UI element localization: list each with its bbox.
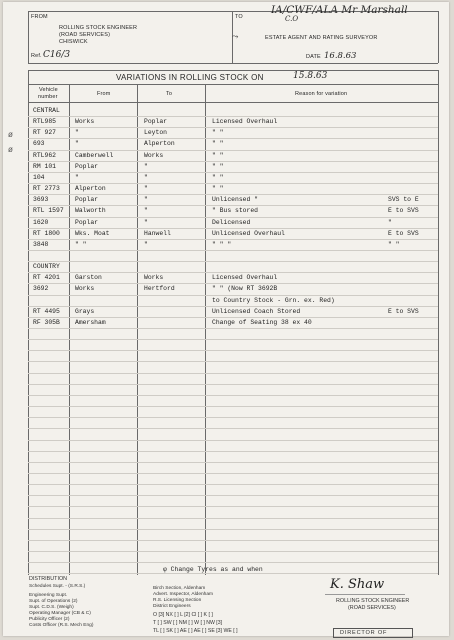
cell-vehicle: RF 305B	[33, 318, 60, 326]
ruled-line	[28, 272, 438, 273]
ruled-line	[28, 127, 438, 128]
ruled-line	[28, 384, 438, 385]
cell-reason: " "	[212, 140, 224, 148]
cell-from: "	[75, 173, 79, 181]
ruled-line	[28, 217, 438, 218]
cell-from: Wks. Moat	[75, 229, 110, 237]
cell-reason: " Bus stored	[212, 207, 259, 215]
cell-reason: " " (Now RT 3692B	[212, 285, 278, 293]
ruled-line	[28, 116, 438, 117]
cell-reason: Unlicensed Coach Stored	[212, 307, 301, 315]
to-handwritten-office: C.O	[285, 15, 299, 23]
ruled-line	[28, 417, 438, 418]
cell-reason: " "	[212, 151, 224, 159]
col-header-vehicle: Vehicle	[39, 87, 58, 93]
cell-to: "	[144, 185, 148, 193]
cell-reason: Change of Seating 38 ex 40	[212, 318, 312, 326]
cell-from: Grays	[75, 307, 95, 315]
distribution-label: DISTRIBUTION	[29, 576, 68, 582]
col-divider-to	[205, 84, 206, 575]
cell-reason: " "	[212, 185, 224, 193]
cell-to: "	[144, 240, 148, 248]
to-label: TO	[235, 14, 243, 20]
cell-from: Walworth	[75, 207, 106, 215]
ruled-line	[28, 172, 438, 173]
cell-reason: to Country Stock - Grn. ex. Red)	[212, 296, 335, 304]
cell-vehicle: 104	[33, 173, 45, 181]
tick-mark: ø	[8, 145, 13, 154]
col-header-from: From	[97, 91, 111, 97]
cell-reason: " "	[212, 129, 224, 137]
cell-to: "	[144, 218, 148, 226]
dist-mid-line: T [ ] SW [ ] NM [ ] W [ ] NW [3]	[153, 620, 223, 626]
cell-vehicle: RTL962	[33, 151, 57, 159]
ruled-line	[28, 317, 438, 318]
cell-vehicle: RT 1800	[33, 229, 60, 237]
ruled-line	[28, 150, 438, 151]
cell-to: "	[144, 162, 148, 170]
date-value: 16.8.63	[324, 51, 357, 61]
ruled-line	[28, 473, 438, 474]
ruled-line	[28, 239, 438, 240]
cell-note: "	[388, 218, 392, 226]
cell-vehicle: RM 101	[33, 162, 57, 170]
cell-from: "	[75, 129, 79, 137]
from-dept: (ROAD SERVICES)	[59, 32, 111, 38]
dist-mid-line: District Engineers	[153, 604, 191, 609]
ruled-line	[28, 395, 438, 396]
dist-left-line: Supt. of Operations (2)	[29, 599, 78, 604]
ruled-line	[28, 306, 438, 307]
ruled-line	[28, 562, 438, 563]
cell-from: Poplar	[75, 196, 99, 204]
col-divider-vehicle	[69, 84, 70, 575]
cell-from: Garston	[75, 274, 102, 282]
cell-vehicle: RT 2773	[33, 185, 60, 193]
ruled-line	[28, 462, 438, 463]
cell-to: "	[144, 207, 148, 215]
cell-vehicle: COUNTRY	[33, 263, 60, 271]
ruled-line	[28, 339, 438, 340]
tick-mark: ø	[8, 130, 13, 139]
cell-note: SVS to E	[388, 196, 419, 204]
cell-from: " "	[75, 240, 87, 248]
cell-reason: " "	[212, 173, 224, 181]
cell-reason: " "	[212, 162, 224, 170]
from-name: ROLLING STOCK ENGINEER	[59, 25, 138, 31]
cell-note: E to SVS	[388, 229, 419, 237]
ruled-line	[28, 529, 438, 530]
cell-vehicle: RT 4201	[33, 274, 60, 282]
cell-to: Leyton	[144, 129, 168, 137]
cell-from: Amersham	[75, 318, 106, 326]
cell-from: Poplar	[75, 162, 99, 170]
footnote: φ Change Tyres as and when	[163, 566, 263, 573]
dist-left-line: Costs Officer (R.S. Mech Eng)	[29, 623, 94, 628]
header-bottom-border	[28, 63, 438, 64]
table-top-border	[28, 84, 438, 85]
ruled-line	[28, 194, 438, 195]
cell-reason: Unlicensed "	[212, 196, 259, 204]
ruled-line	[28, 261, 438, 262]
ruled-line	[28, 161, 438, 162]
dist-left-line: Supt. C.D.S. (Weigh)	[29, 605, 74, 610]
cell-vehicle: 3692	[33, 285, 49, 293]
director-stamp	[333, 628, 413, 638]
dist-mid-line: Advert. Inspector, Aldenham	[153, 592, 213, 597]
ref-label: Ref.	[31, 53, 42, 59]
cell-from: Poplar	[75, 218, 99, 226]
from-label: FROM	[31, 14, 48, 20]
cell-vehicle: RT 4495	[33, 307, 60, 315]
cell-note: E to SVS	[388, 307, 419, 315]
cell-vehicle: 3848	[33, 240, 49, 248]
cell-reason: " " "	[212, 240, 232, 248]
ruled-line	[28, 495, 438, 496]
ruled-line	[28, 484, 438, 485]
ruled-line	[28, 138, 438, 139]
signature-dept: (ROAD SERVICES)	[348, 605, 396, 611]
cell-from: Alperton	[75, 185, 106, 193]
dist-left-line: Operating Manager (CB & C)	[29, 611, 91, 616]
form-title: VARIATIONS IN ROLLING STOCK ON	[116, 73, 264, 82]
cell-vehicle: RTL 1597	[33, 207, 64, 215]
cell-vehicle: RT 927	[33, 129, 57, 137]
ruled-line	[28, 506, 438, 507]
ref-value: C16/3	[43, 50, 71, 60]
form-title-date: 15.8.63	[293, 71, 328, 81]
dist-mid-line: Birch Section, Aldenham	[153, 586, 206, 591]
cell-to: Alperton	[144, 140, 175, 148]
ruled-line	[28, 361, 438, 362]
ruled-line	[28, 451, 438, 452]
cell-from: "	[75, 140, 79, 148]
cell-reason: Unlicensed Overhaul	[212, 229, 285, 237]
ruled-line	[28, 440, 438, 441]
ruled-line	[28, 350, 438, 351]
table-left-border	[28, 70, 29, 575]
cell-vehicle: 3693	[33, 196, 49, 204]
hand-arrow-mark: ⤳	[232, 32, 239, 41]
stamp-text: DIRECTOR OF	[340, 630, 388, 636]
ruled-line	[28, 250, 438, 251]
header-left-border	[28, 11, 29, 63]
cell-reason: Licensed Overhaul	[212, 118, 278, 126]
ruled-line	[28, 428, 438, 429]
ruled-line	[28, 183, 438, 184]
cell-to: "	[144, 173, 148, 181]
cell-from: Works	[75, 118, 95, 126]
ruled-line	[28, 406, 438, 407]
ruled-line	[28, 228, 438, 229]
table-right-border	[438, 70, 439, 575]
ruled-line	[28, 373, 438, 374]
cell-vehicle: RTL985	[33, 118, 57, 126]
variation-form	[3, 2, 449, 636]
ruled-line	[28, 518, 438, 519]
cell-to: Hertford	[144, 285, 175, 293]
col-header-to: To	[166, 91, 173, 97]
signature-title: ROLLING STOCK ENGINEER	[336, 598, 410, 604]
dist-left-line: Engineering Supt.	[29, 593, 68, 598]
cell-to: Hanwell	[144, 229, 171, 237]
dist-mid-line: R.S. Licensing Section	[153, 598, 202, 603]
signature-line	[325, 594, 405, 595]
cell-to: "	[144, 196, 148, 204]
ruled-line	[28, 205, 438, 206]
from-place: CHISWICK	[59, 39, 88, 45]
cell-vehicle: 693	[33, 140, 45, 148]
dist-left-line: Schedules Supt. - (S.R.S.)	[29, 584, 86, 589]
cell-to: Works	[144, 151, 164, 159]
col-header-reason: Reason for variation	[295, 91, 348, 97]
to-name: ESTATE AGENT AND RATING SURVEYOR	[265, 35, 378, 41]
ruled-line	[28, 328, 438, 329]
dist-mid-line: O [3] NX [ ] L [2] Cl [ ] K [ ]	[153, 612, 213, 618]
cell-note: E to SVS	[388, 207, 419, 215]
cell-reason: Licensed Overhaul	[212, 274, 278, 282]
cell-from: Camberwell	[75, 151, 114, 159]
cell-from: Works	[75, 285, 95, 293]
ruled-line	[28, 295, 438, 296]
dist-mid-line: TL [ ] SK [ ] AE [ ] AE [ ] SE [3] WE [ ]	[153, 628, 238, 634]
ruled-line	[28, 283, 438, 284]
signature: K. Shaw	[330, 577, 385, 592]
cell-reason: Delicensed	[212, 218, 251, 226]
cell-vehicle: CENTRAL	[33, 107, 60, 114]
to-handwritten: IA/CWF/ALA Mr Marshall	[271, 4, 408, 16]
distribution-footer	[3, 574, 449, 636]
cell-to: Works	[144, 274, 164, 282]
date-label: DATE	[306, 54, 321, 60]
cell-vehicle: 1620	[33, 218, 49, 226]
cell-to: Poplar	[144, 118, 168, 126]
ruled-line	[28, 540, 438, 541]
header-right-border	[438, 11, 439, 63]
title-top-border	[28, 70, 438, 71]
table-header-border	[28, 102, 438, 103]
col-header-vehicle-2: number	[38, 94, 58, 100]
col-divider-from	[137, 84, 138, 575]
ruled-line	[28, 551, 438, 552]
cell-note: " "	[388, 240, 400, 248]
dist-left-line: Publicity Officer (2)	[29, 617, 70, 622]
